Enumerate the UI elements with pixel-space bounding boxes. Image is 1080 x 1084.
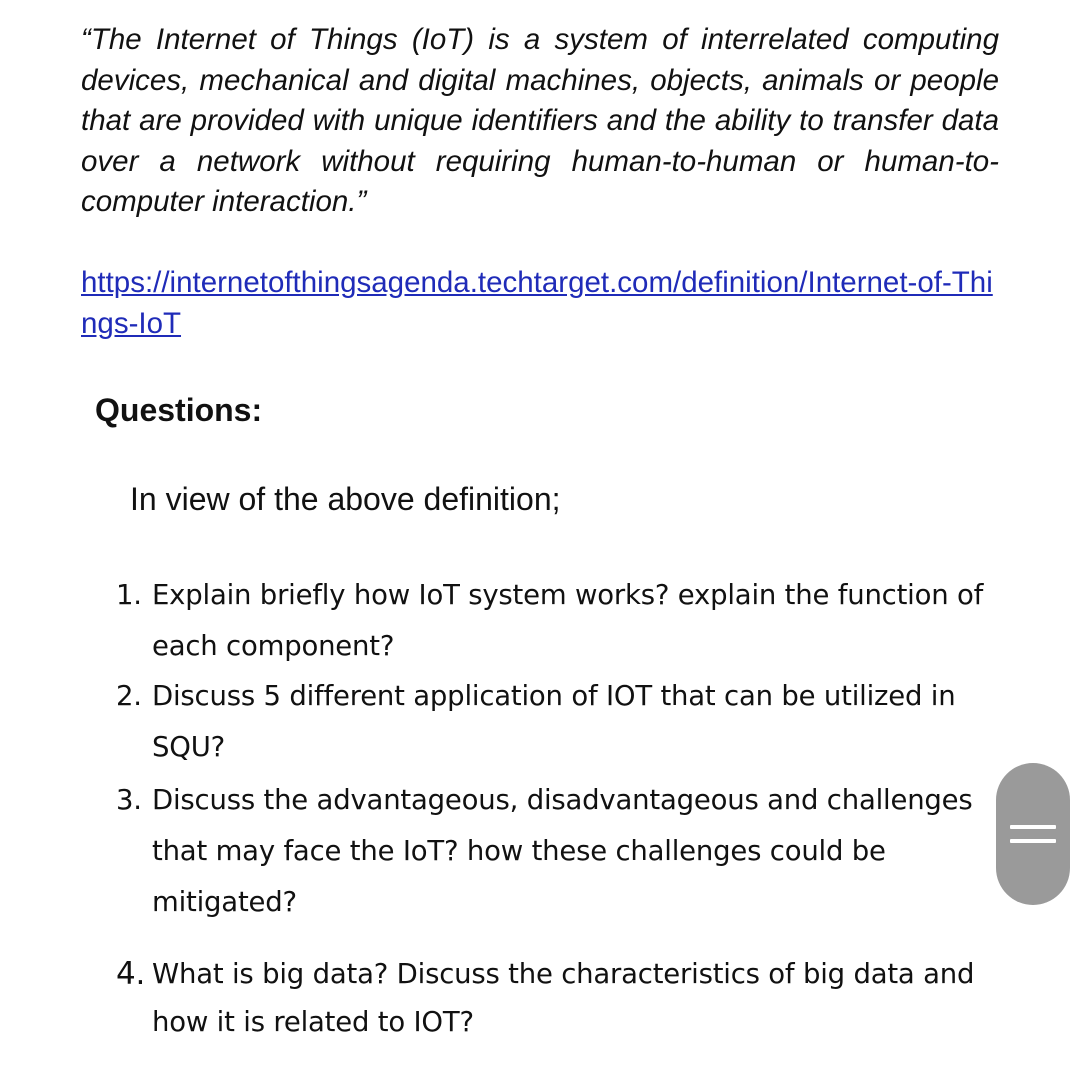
drag-handle-icon xyxy=(1010,825,1056,829)
source-link[interactable]: https://internetofthingsagenda.techtarget.com/definition/Internet-of-Things-IoT xyxy=(81,266,993,340)
question-item-3 xyxy=(116,775,1006,928)
question-number: 2. xyxy=(116,680,142,712)
drag-handle-icon xyxy=(1010,839,1056,843)
question-number: 1. xyxy=(116,579,142,611)
question-number: 3. xyxy=(116,784,142,816)
questions-intro: In view of the above definition; xyxy=(130,481,561,517)
question-text: Discuss the advantageous, disadvantageous and challenges that may face the IoT? how these challenges could be mitigated? xyxy=(152,784,973,918)
question-text: Discuss 5 different application of IOT that can be utilized in SQU? xyxy=(152,680,956,763)
question-item-2 xyxy=(116,671,1006,773)
question-item-4 xyxy=(116,950,1006,1046)
iot-definition-quote: “The Internet of Things (IoT) is a system of interrelated computing devices, mechanical and digital machines, objects, animals or people that are provided with unique identifiers and the ability to transfer data over a network without requiring human-to-human or human-to-computer interaction.” xyxy=(81,23,999,218)
question-text: Explain briefly how IoT system works? explain the function of each component? xyxy=(152,579,984,662)
scroll-handle[interactable] xyxy=(996,763,1070,905)
question-number: 4. xyxy=(116,956,146,992)
question-item-1 xyxy=(116,570,1006,672)
question-text: What is big data? Discuss the characteristics of big data and how it is related to IOT? xyxy=(152,958,975,1038)
questions-heading: Questions: xyxy=(95,392,263,428)
